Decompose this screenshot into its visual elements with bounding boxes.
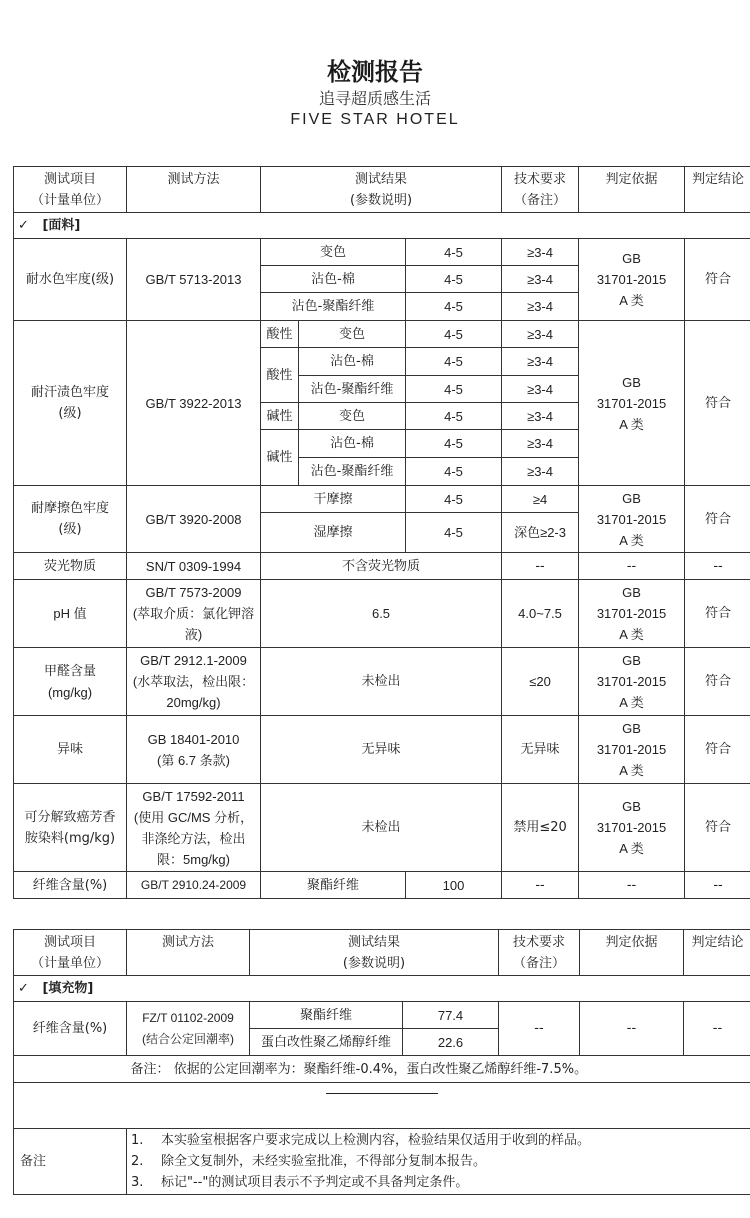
water-conclusion: 符合 — [685, 239, 750, 321]
value: 4-5 — [406, 513, 502, 553]
req: 深色≥2-3 — [502, 513, 579, 553]
table-header-row — [14, 167, 750, 213]
value: 77.4 — [403, 1002, 499, 1029]
table-row — [14, 321, 750, 348]
sub-label: 变色 — [299, 403, 406, 430]
check-icon: ✓ — [18, 218, 29, 233]
sweat-method: GB/T 3922-2013 — [127, 321, 261, 486]
azo-method: GB/T 17592-2011 (使用 GC/MS 分析， 非涤纶方法，检出 限：5mg/kg) — [127, 784, 261, 872]
header-item: 测试项目 （计量单位） — [14, 930, 127, 976]
header-item: 测试项目 （计量单位） — [14, 167, 127, 213]
sub-label: 干摩擦 — [261, 486, 406, 513]
notes-label: 备注 — [14, 1129, 127, 1195]
header-method: 测试方法 — [127, 167, 261, 213]
req: ≥3-4 — [502, 403, 579, 430]
fluor-conclusion: -- — [685, 553, 750, 580]
sub-label: 蛋白改性聚乙烯醇纤维 — [250, 1029, 403, 1056]
rub-basis: GB 31701-2015 A 类 — [579, 486, 685, 553]
table-row — [14, 1056, 750, 1083]
water-method: GB/T 5713-2013 — [127, 239, 261, 321]
filling-fiber-method: FZ/T 01102-2009 (结合公定回潮率) — [127, 1002, 250, 1056]
note-item: 2. 除全文复制外，未经实验室批准，不得部分复制本报告。 — [131, 1154, 487, 1169]
filling-remark: 备注： 依据的公定回潮率为：聚酯纤维-0.4%，蛋白改性聚乙烯醇纤维-7.5%。 — [127, 1056, 750, 1083]
alkaline-label: 碱性 — [261, 403, 299, 430]
note-item: 3. 标记"--"的测试项目表示不予判定或不具备判定条件。 — [131, 1175, 469, 1190]
table-row — [14, 648, 750, 716]
sub-label: 沾色-聚酯纤维 — [299, 458, 406, 486]
value: 4-5 — [406, 458, 502, 486]
fluor-req: -- — [502, 553, 579, 580]
ph-req: 4.0~7.5 — [502, 580, 579, 648]
rub-method: GB/T 3920-2008 — [127, 486, 261, 553]
req: ≥3-4 — [502, 348, 579, 376]
fiber-method: GB/T 2910.24-2009 — [127, 872, 261, 899]
rub-item: 耐摩擦色牢度 (级) — [14, 486, 127, 553]
value: 4-5 — [406, 486, 502, 513]
fiber-conclusion: -- — [685, 872, 750, 899]
odor-result: 无异味 — [261, 716, 502, 784]
sweat-item: 耐汗渍色牢度 (级) — [14, 321, 127, 486]
formaldehyde-req: ≤20 — [502, 648, 579, 716]
filling-fiber-conclusion: -- — [684, 1002, 750, 1056]
sub-label: 沾色-棉 — [299, 430, 406, 458]
sub-label: 沾色-聚酯纤维 — [299, 376, 406, 403]
ph-basis: GB 31701-2015 A 类 — [579, 580, 685, 648]
remark-spacer — [14, 1056, 127, 1083]
value: 4-5 — [406, 376, 502, 403]
table-row — [14, 580, 750, 648]
formaldehyde-item: 甲醛含量 (mg/kg) — [14, 648, 127, 716]
table-row — [14, 486, 750, 513]
req: ≥3-4 — [502, 293, 579, 321]
sub-label: 聚酯纤维 — [250, 1002, 403, 1029]
fiber-item: 纤维含量(%) — [14, 872, 127, 899]
fiber-sub: 聚酯纤维 — [261, 872, 406, 899]
table-row — [14, 716, 750, 784]
azo-result: 未检出 — [261, 784, 502, 872]
notes-row — [14, 1129, 750, 1195]
divider-line — [326, 1093, 438, 1094]
fiber-req: -- — [502, 872, 579, 899]
sub-label: 变色 — [299, 321, 406, 348]
value: 4-5 — [406, 239, 502, 266]
azo-basis: GB 31701-2015 A 类 — [579, 784, 685, 872]
fluor-result: 不含荧光物质 — [261, 553, 502, 580]
table-row — [14, 784, 750, 872]
formaldehyde-result: 未检出 — [261, 648, 502, 716]
fluor-method: SN/T 0309-1994 — [127, 553, 261, 580]
header-req: 技术要求 （备注） — [499, 930, 580, 976]
fluor-basis: -- — [579, 553, 685, 580]
ph-result: 6.5 — [261, 580, 502, 648]
filling-fiber-req: -- — [499, 1002, 580, 1056]
fiber-basis: -- — [579, 872, 685, 899]
odor-basis: GB 31701-2015 A 类 — [579, 716, 685, 784]
water-basis: GB 31701-2015 A 类 — [579, 239, 685, 321]
ph-item: pH 值 — [14, 580, 127, 648]
req: ≥3-4 — [502, 376, 579, 403]
header-basis: 判定依据 — [580, 930, 684, 976]
ph-method: GB/T 7573-2009 (萃取介质：氯化钾溶 液) — [127, 580, 261, 648]
value: 22.6 — [403, 1029, 499, 1056]
check-icon: ✓ — [18, 981, 29, 996]
sub-label: 变色 — [261, 239, 406, 266]
header-conclusion: 判定结论 — [685, 167, 750, 213]
report-subtitle: 追寻超质感生活 — [318, 89, 431, 108]
notes-list — [127, 1129, 750, 1195]
section-fabric: ✓ [面料] — [14, 213, 750, 239]
ph-conclusion: 符合 — [685, 580, 750, 648]
req: ≥3-4 — [502, 266, 579, 293]
odor-item: 异味 — [14, 716, 127, 784]
value: 4-5 — [406, 430, 502, 458]
value: 4-5 — [406, 403, 502, 430]
rub-conclusion: 符合 — [685, 486, 750, 553]
fiber-value: 100 — [406, 872, 502, 899]
table-header-row — [14, 930, 750, 976]
header-req: 技术要求 （备注） — [502, 167, 579, 213]
azo-req: 禁用≤20 — [502, 784, 579, 872]
table-row — [14, 1002, 750, 1029]
sweat-basis: GB 31701-2015 A 类 — [579, 321, 685, 486]
sub-label: 湿摩擦 — [261, 513, 406, 553]
filling-test-table — [13, 929, 750, 1195]
req: ≥4 — [502, 486, 579, 513]
req: ≥3-4 — [502, 458, 579, 486]
acid-label: 酸性 — [261, 348, 299, 403]
azo-conclusion: 符合 — [685, 784, 750, 872]
req: ≥3-4 — [502, 430, 579, 458]
fabric-test-table — [13, 166, 750, 899]
odor-method: GB 18401-2010 (第 6.7 条款) — [127, 716, 261, 784]
sub-label: 沾色-棉 — [299, 348, 406, 376]
value: 4-5 — [406, 293, 502, 321]
filling-fiber-basis: -- — [580, 1002, 684, 1056]
sweat-conclusion: 符合 — [685, 321, 750, 486]
alkaline-label: 碱性 — [261, 430, 299, 486]
header-conclusion: 判定结论 — [684, 930, 750, 976]
sub-label: 沾色-棉 — [261, 266, 406, 293]
req: ≥3-4 — [502, 321, 579, 348]
table-row — [14, 239, 750, 266]
value: 4-5 — [406, 348, 502, 376]
brand-name: FIVE STAR HOTEL — [290, 111, 460, 128]
odor-req: 无异味 — [502, 716, 579, 784]
filling-fiber-item: 纤维含量(%) — [14, 1002, 127, 1056]
blank-row — [14, 1083, 750, 1129]
formaldehyde-conclusion: 符合 — [685, 648, 750, 716]
formaldehyde-basis: GB 31701-2015 A 类 — [579, 648, 685, 716]
table-row — [14, 553, 750, 580]
odor-conclusion: 符合 — [685, 716, 750, 784]
header-result: 测试结果 (参数说明) — [250, 930, 499, 976]
azo-item: 可分解致癌芳香 胺染料(mg/kg) — [14, 784, 127, 872]
req: ≥3-4 — [502, 239, 579, 266]
table-row — [14, 872, 750, 899]
acid-label: 酸性 — [261, 321, 299, 348]
sub-label: 沾色-聚酯纤维 — [261, 293, 406, 321]
section-filling: ✓ [填充物] — [14, 976, 750, 1002]
water-item: 耐水色牢度(级) — [14, 239, 127, 321]
header-basis: 判定依据 — [579, 167, 685, 213]
formaldehyde-method: GB/T 2912.1-2009 (水萃取法，检出限： 20mg/kg) — [127, 648, 261, 716]
value: 4-5 — [406, 321, 502, 348]
report-title: 检测报告 — [327, 58, 423, 86]
fluor-item: 荧光物质 — [14, 553, 127, 580]
note-item: 1. 本实验室根据客户要求完成以上检测内容，检验结果仅适用于收到的样品。 — [131, 1133, 591, 1148]
value: 4-5 — [406, 266, 502, 293]
header-result: 测试结果 (参数说明) — [261, 167, 502, 213]
section-row-fabric — [14, 213, 750, 239]
header-method: 测试方法 — [127, 930, 250, 976]
blank-cell — [14, 1083, 750, 1129]
section-row-filling — [14, 976, 750, 1002]
